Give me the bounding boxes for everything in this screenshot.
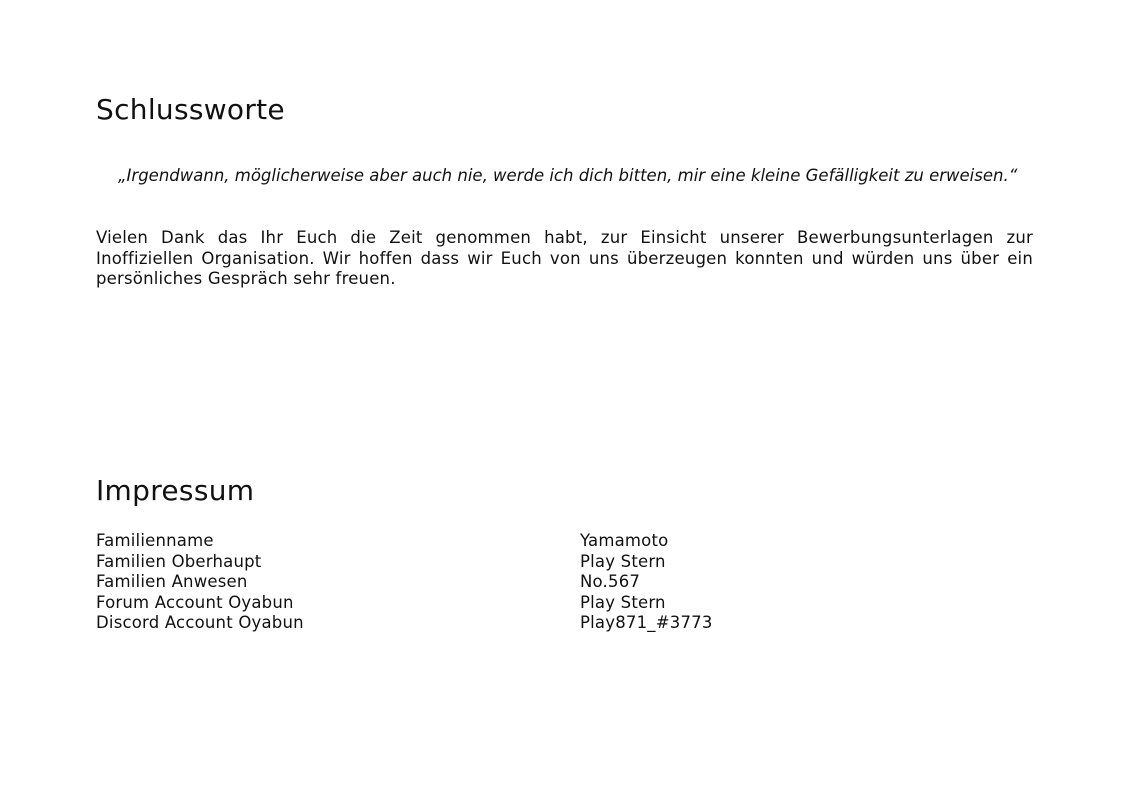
imprint-row-discord-account bbox=[96, 613, 796, 634]
imprint-value: No.567 bbox=[580, 572, 641, 591]
closing-heading: Schlussworte bbox=[96, 93, 285, 126]
imprint-value: Yamamoto bbox=[580, 531, 669, 550]
imprint-label: Familien Oberhaupt bbox=[96, 551, 262, 571]
imprint-value: Play871_#3773 bbox=[580, 613, 713, 632]
imprint-label: Familien Anwesen bbox=[96, 572, 248, 591]
closing-paragraph: Vielen Dank das Ihr Euch die Zeit genommen habt, zur Einsicht unserer Bewerbungsunterlagen zur Inoffiziellen Organisation. Wir hoffen dass wir Euch von uns überzeugen konnten und würden uns über ein persönliches Gespräch sehr freuen. bbox=[96, 228, 1033, 288]
imprint-value: Play Stern bbox=[580, 592, 666, 612]
imprint-label: Discord Account Oyabun bbox=[96, 613, 304, 632]
imprint-row-family-estate bbox=[96, 572, 796, 593]
imprint-heading: Impressum bbox=[96, 474, 255, 507]
imprint-value: Play Stern bbox=[580, 551, 666, 571]
imprint-row-family-name bbox=[96, 531, 796, 552]
imprint-row-family-head bbox=[96, 552, 796, 573]
closing-quote: „Irgendwann, möglicherweise aber auch nie, werde ich dich bitten, mir eine kleine Gefälligkeit zu erweisen.“ bbox=[118, 166, 1018, 185]
imprint-row-forum-account bbox=[96, 593, 796, 614]
imprint-label: Forum Account Oyabun bbox=[96, 592, 294, 612]
imprint-table bbox=[96, 531, 796, 634]
imprint-label: Familienname bbox=[96, 531, 214, 550]
